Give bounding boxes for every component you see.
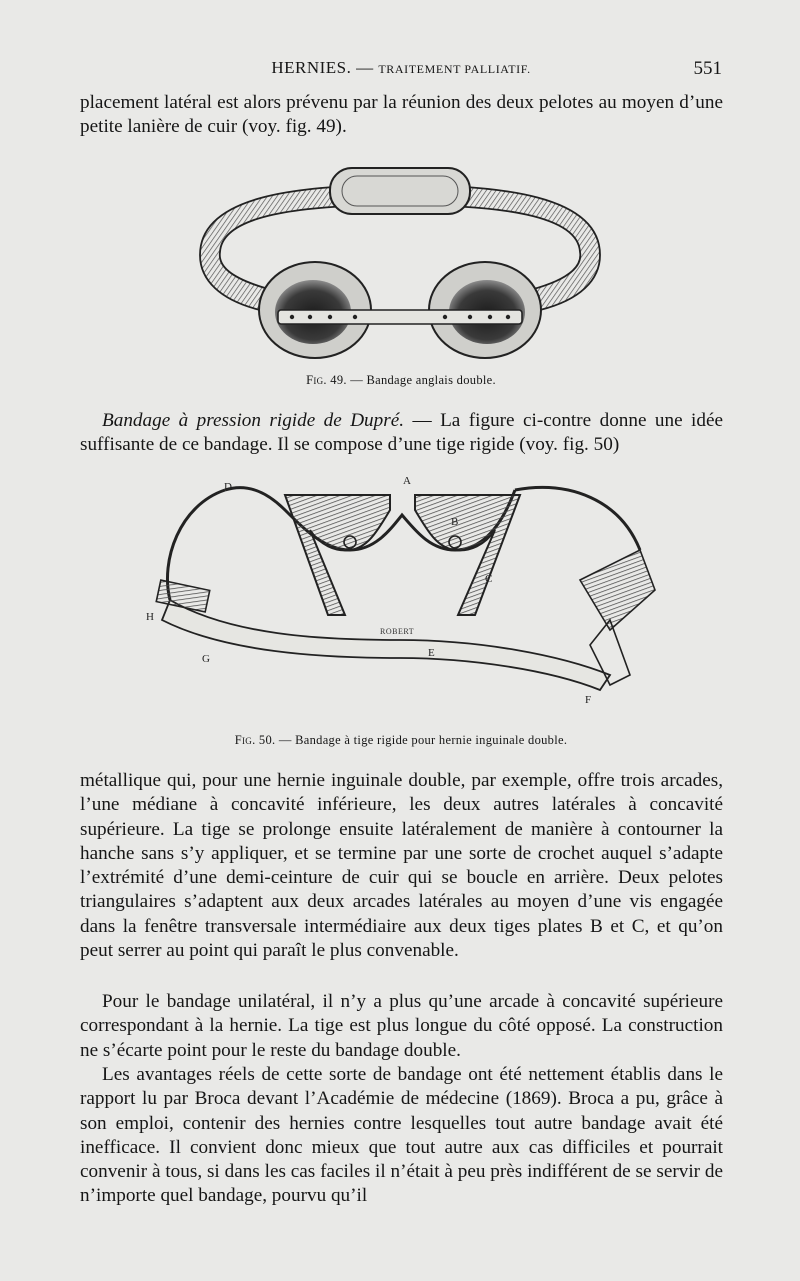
figure-50-caption [80,733,722,748]
dupre-text: — La figure ci-contre donne une idée suffisante de ce bandage. Il se compose d’une tige rigide (voy. fig. 50) [80,410,724,456]
figure-50-caption-label: Fig. 50. [234,733,276,747]
running-title [80,58,722,78]
label-c: C [485,573,493,585]
paragraph-avantages: Les avantages réels de cette sorte de bandage ont été nettement établis dans le rapport lu par Broca devant l’Académie de médecine (1869). Broca a pu, grâce à son emploi, contenir des hernies contre lesquelles tout autre bandage avait été inefficace. Il convient donc mieux que tout autre aux cas difficiles et pourrait convenir à tous, si dans les cas faciles il n’était à peu près indifférent de se servir de n’importe quel bandage, pourvu qu’il [80,1064,723,1207]
double-truss-illustration-icon [180,160,620,368]
running-title-subtitle: TRAITEMENT PALLIATIF. [378,62,531,76]
figure-49 [180,160,620,368]
figure-49-caption-label: Fig. 49. [306,373,347,387]
dupre-heading: Bandage à pression rigide de Dupré. [102,410,405,431]
paragraph-dupre [80,409,723,458]
label-h: H [146,611,154,623]
figure-50 [140,470,665,720]
paragraph-unilateral: Pour le bandage unilatéral, il n’y a plus qu’une arcade à concavité supérieure correspondant à la hernie. La tige est plus longue du côté opposé. La construction ne s’écarte point pour le reste du bandage double. [80,991,723,1061]
page-number: 551 [693,58,722,79]
figure-49-caption [80,373,722,388]
label-d: D [224,481,232,493]
running-title-main: HERNIES. [271,58,352,77]
running-title-dash: — [356,58,374,77]
figure-49-caption-text: — Bandage anglais double. [350,373,496,387]
label-g: G [202,653,210,665]
label-b: B [451,516,459,528]
paragraph-top: placement latéral est alors prévenu par la réunion des deux pelotes au moyen d’une petite lanière de cuir (voy. fig. 49). [80,92,723,138]
paragraph-metallique: métallique qui, pour une hernie inguinale double, par exemple, offre trois arcades, l’une médiane à concavité inférieure, les deux autres latérales à concavité supérieure. La tige se prolonge ensuite latéralement de manière à contourner la hanche sans s’y appliquer, et se termine par une sorte de crochet auquel s’adapte l’extrémité d’une demi-ceinture de cuir qui se boucle en arrière. Deux pelotes triangulaires s’adaptent aux deux arcades latérales au moyen d’une vis engagée dans la fenêtre transversale intermédiaire aux deux tiges plates B et C, et qu’on peut serrer au point qui paraît le plus convenable. [80,770,723,962]
label-f: F [585,694,592,706]
rigid-truss-illustration-icon [140,470,665,720]
label-e: E [428,647,435,659]
figure-50-caption-text: — Bandage à tige rigide pour hernie inguinale double. [278,733,568,747]
running-header [80,58,722,84]
engraver-signature: ROBERT [380,627,415,636]
label-a: A [403,475,411,487]
